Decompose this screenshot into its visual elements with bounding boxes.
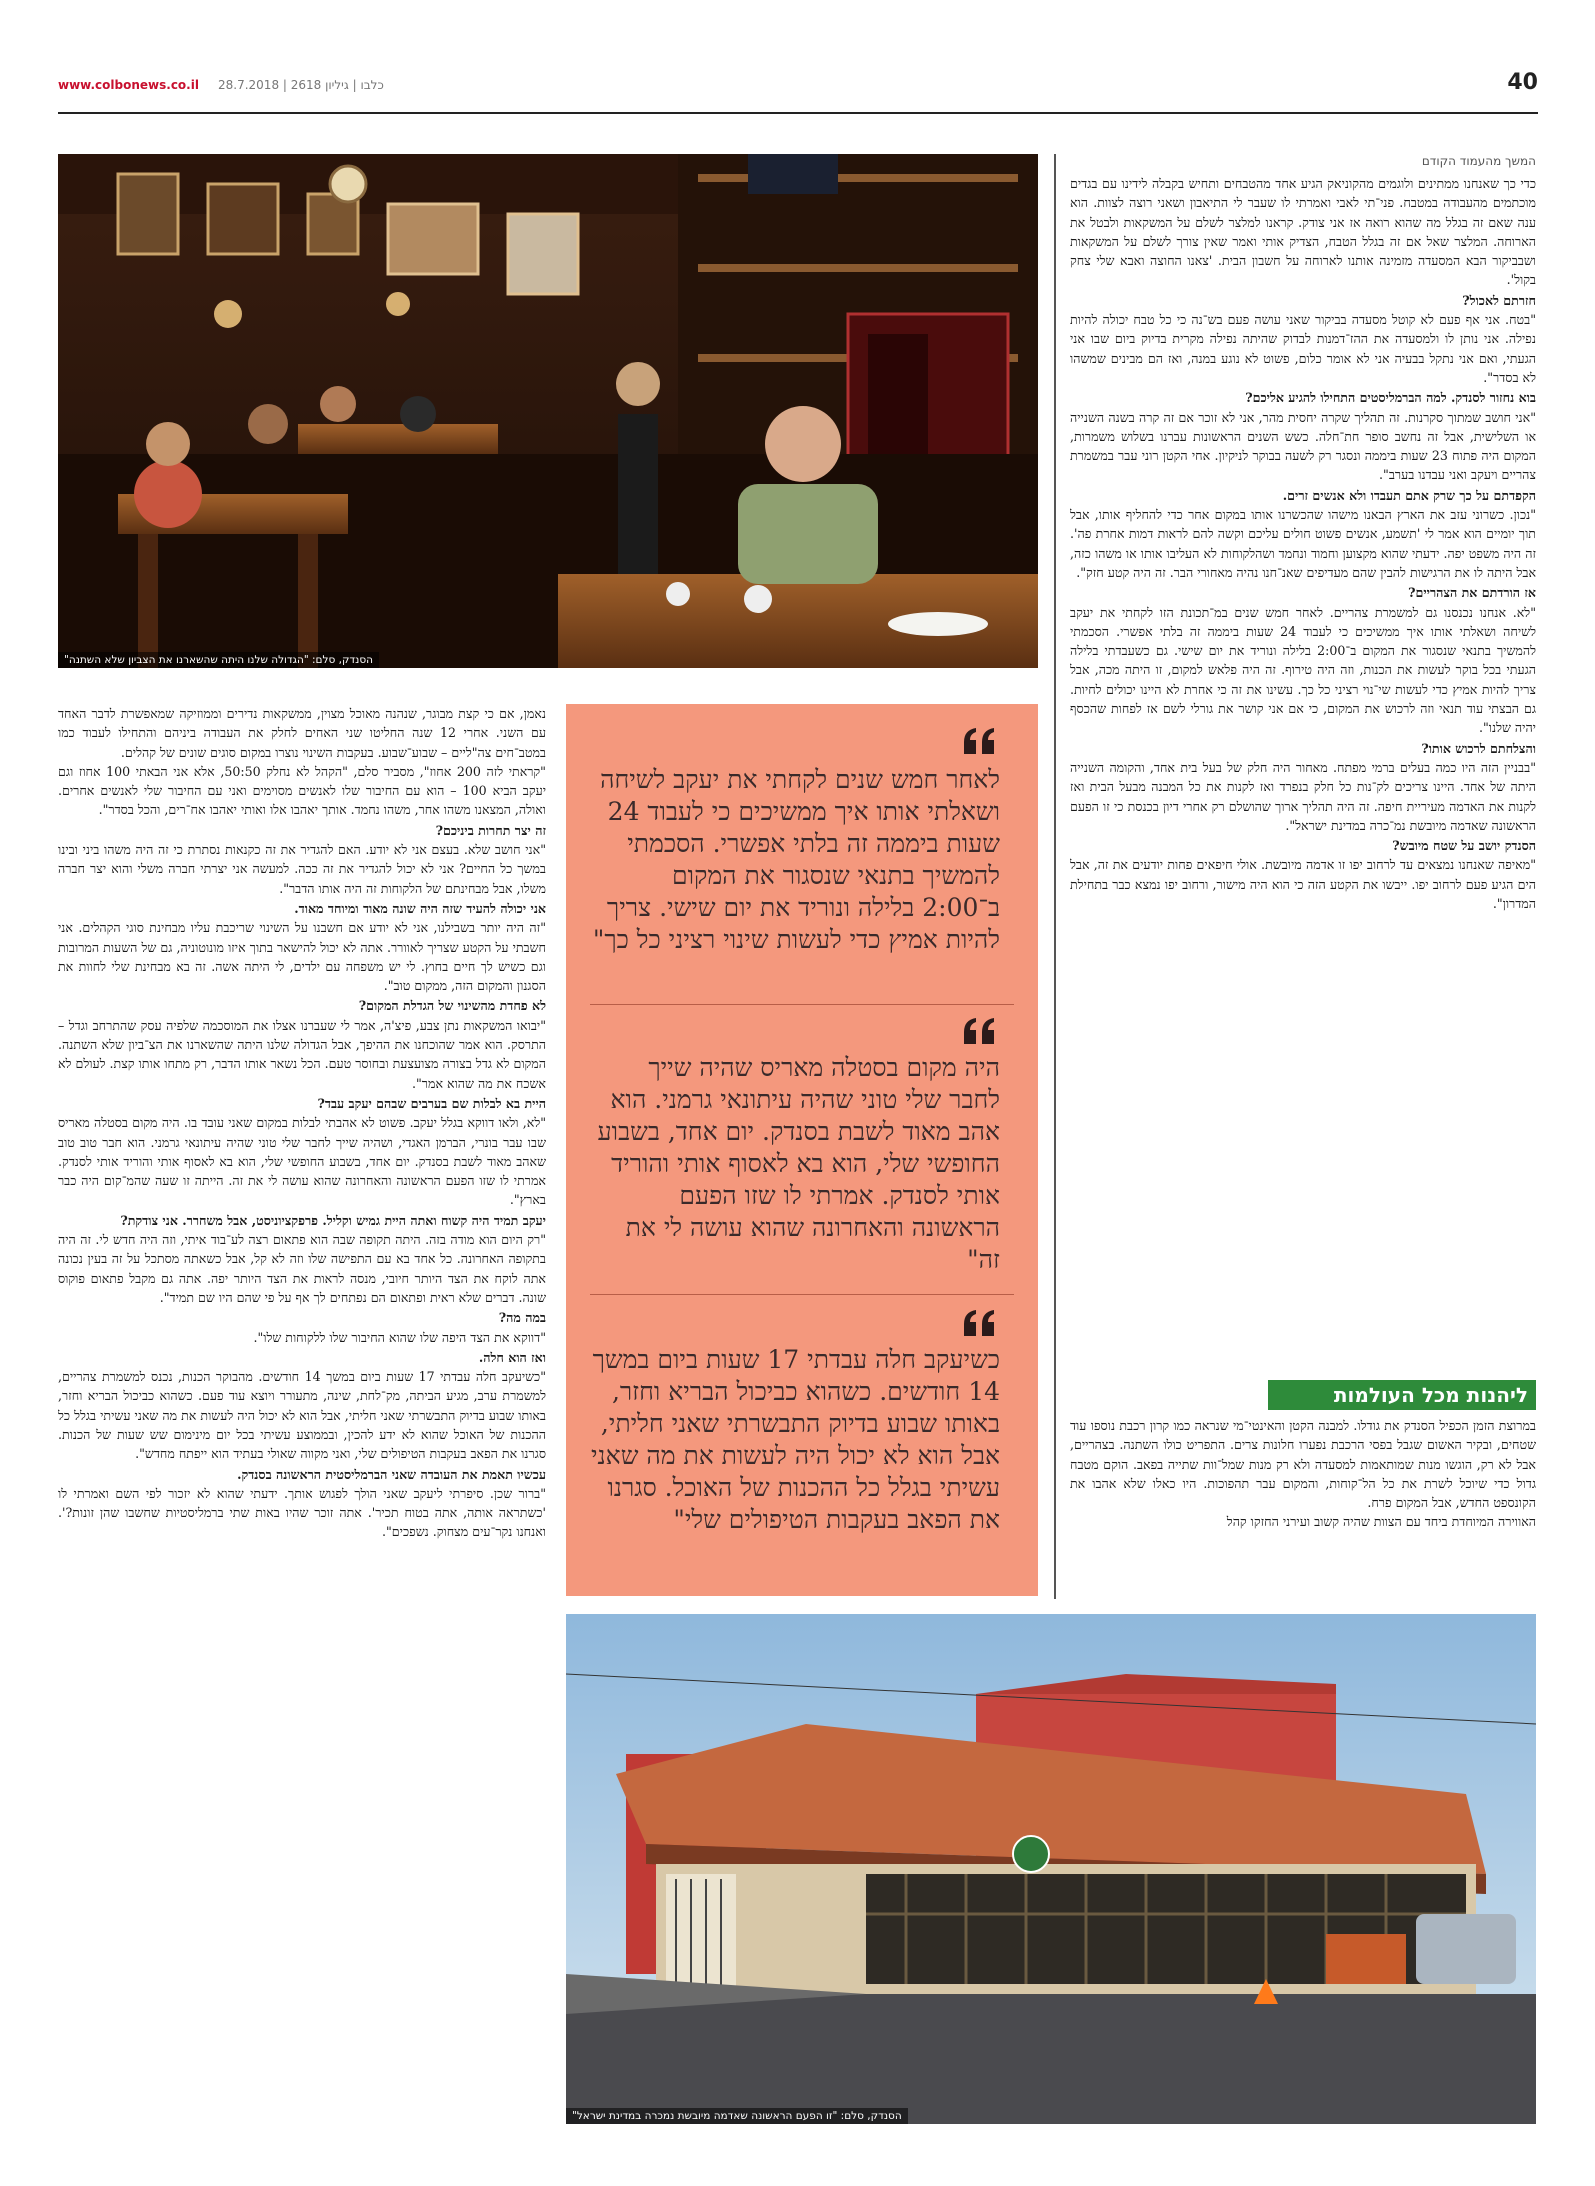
paragraph: "ברור שכן. סיפרתי ליעקב שאני הולך לפגוש אותך. ידעתי שהוא לא יזכור לפי השם ואמרתי לו 'כשתראה אותה, אתה בטוח תכיר'. אתה זוכר שהיו באות שתי ברמליסטיות שחשבו שהן זונות?'. ואנחנו נקר־עים מצחוק. נשפכים". <box>58 1485 546 1540</box>
paragraph: "יבואו המשקאות נתן צבע, פיצ'ה, אמר לי שעברנו אצלו את המוסכמה שלפיה עסק שהתרחב וגדל – התרסק. הוא אמר שהוכחנו את ההיפך, אבל הגדולה שלנו היתה שהשארנו את הצ־ביון שלא השתנה. המקום לא גדל בצורה מצועצעת ובחוסר טעם. הכל נשאר אותו הדבר, רק מתחו אותו קצת. לעולם לא אשכח את מה שהוא אמר". <box>58 1017 546 1091</box>
interview-question: זה יצר תחרות ביניכם? <box>435 822 546 838</box>
paragraph: האווירה המיוחדת ביחד עם הצוות שהיה קשוב ועירני החזקו קהל <box>1226 1514 1536 1530</box>
interview-question: אז הורדתם את הצהריים? <box>1408 585 1536 601</box>
col-left-content <box>58 704 546 1542</box>
pull-quote-1: לאחר חמש שנים לקחתי את יעקב לשיחה ושאלתי אותו איך ממשיכים כי לעבוד 24 שעות ביממה זה בלתי אפשרי. הסכמתי להמשיך בתנאי שנסגור את המקום ב־2:00 בלילה ונוריד את יום שישי. צריך להיות אמיץ כדי לעשות שינוי רציני כל כך" <box>592 765 1000 954</box>
interview-question: בוא נחזור לסנדק. למה הברמליסטים התחילו להגיע אליכם? <box>1245 390 1536 406</box>
bottom-photo-caption: הסנדק, סלם: "זו הפעם הראשונה שאדמה מיובשת נמכרה במדינת ישראל" <box>566 2108 908 2124</box>
interview-question: ואז הוא חלה. <box>478 1349 546 1365</box>
interview-question: והצלחתם לרכוש אותו? <box>1421 740 1536 756</box>
paragraph: "מאיפה שאנחנו נמצאים עד לרחוב יפו זו אדמה מיובשת. אולי חיפאים פחות יודעים את זה, אבל הים הגיע פעם לרחוב יפו. ייבשו את הקטע הזה כי הוא היה מישור, ורחוב יפו נמצא כבר בתחילת המדרון". <box>1070 857 1536 911</box>
col-right-content <box>1070 174 1536 913</box>
issue-info: כלבו | גיליון 2618 | 28.7.2018 <box>218 78 384 92</box>
quote-mark-icon <box>962 1308 996 1338</box>
pull-quote-3: כשיעקב חלה עבדתי 17 שעות ביום במשך 14 חודשים. כשהוא כביכול הבריא וחזר, באותו שבוע בדיוק התבשרתי שאני חליתי, אבל הוא לא יכול היה לעשות את מה שאני עשיתי בגלל כל ההכנות של האוכל. סגרנו את הפאב בעקבות הטיפולים שלי" <box>591 1345 1000 1534</box>
interview-question: הקפדתם על כך שרק אתם תעבדו ולא אנשים זרים. <box>1282 487 1536 503</box>
paragraph: כדי כך שאנחנו ממתינים ולוגמים מהקוניאק הגיע אחד מהטבחים ותחיש בקבלה לידינו עם בגדים מוכתמים מהעבודה במטבח. פני־תי לאבי ואמרתי לו שעבר לי התיאבון ושאני רוצה לצוות. הוא ענה שאם זה בגלל מה שהוא רואה אז אני צודק. קראנו למלצר לשלם על המשקאות ולבטל את הארוחה. המלצר שאל אם זה בגלל הטבח, הצדיק אותי ואמר שאין צורך לשלם על המשקאות ושבביקור הבא המסעדה מזמינה אותנו לארוחה על חשבון הבית. 'צאנו החוצה ואבא שלי צחק בקול'. <box>1070 176 1536 288</box>
paragraph: "זה היה יותר בשבילנו, אני לא יודע אם חשבנו על השינוי שריכבת עליו מבחינת סוגי הקהלים. אני חשבתי על הקטע שצריך לאוורר. אתה לא יכול להישאר בתוך איזו מונוטוניה, גם של השעות המרובות וגם כשיש לך חיים בחוץ. לי יש משפחה עם ילדים, לי היתה אשה. זה בא מבחינת שלי לחוות את הסגנון והמקום הזה, ממקום טוב". <box>58 920 546 994</box>
interview-question: עכשיו תאמת את העובדה שאני הברמליסטית הראשונה בסנדק. <box>237 1466 546 1482</box>
paragraph: "דווקא את הצד היפה שלו שהוא החיבור שלו ללקוחות שלו". <box>253 1329 546 1345</box>
interview-question: יעקב תמיד היה קשוח ואתה היית גמיש וקליל. פרפקציוניסט, אבל משחרר. אני צודקת? <box>120 1212 546 1228</box>
paragraph: "נכון. כשרוני עזב את הארץ הבאנו מישהו שהכשרנו אותו במקום אחר כדי להחליף אותו, אבל תוך יומיים הוא אמר לי 'תשמע, אנשים פשוט חולים עליכם וקשה להם לראות דמות אחרת פה'. זה היה משפט יפה. ידעתי שהוא מקצוען וחמוד ונחמד ושהלקוחות לא העליבו אותו או משהו כזה, אבל היתה לו את הרגישות להבין שהם מעדיפים שאנ־חנו נהיה מאחורי הבר. זה היה קטע חזק". <box>1070 507 1536 580</box>
paragraph: "לא, ולאו דווקא בגלל יעקב. פשוט לא אהבתי לבלות במקום שאני עובד בו. היה מקום בסטלה מאריס שבו עבר בונרי, הברמן האגדי, ושהיה שייך לחבר שלי טוני שהיה עיתונאי גרמני. הוא חבר טוב טוב שאהב מאוד לשבת בסנדק. יום אחד, בשבוע החופשי שלי, הוא בא לאסוף אותי והוריד אותי לסנדק. אמרתי לו שזו הפעם הראשונה והאחרונה שהוא עושה לי את זה. הייתה זו שעה שהמ־קום היה כבר בארץ". <box>58 1115 546 1208</box>
article-column-right-2 <box>1070 1416 1536 1602</box>
paragraph: "רק היום הוא מודה בזה. היתה תקופה שבה הוא פתאום רצה לע־בוד איתי, וזה היה חדש לי. זה היה בתקופה האחרונה. כל אחד בא עם התפישה שלו וזה לא קל, אבל כשאתה מסתכל על זה בעין נכונה אתה לוקח את הצד היותר חיובי, מנסה לראות את הצד היותר יפה. אתה גם מקבל פתאום פוקוס שונה. דברים שלא ראית ופתאום הם נפתחים לך אף על פי שהם היו שם תמיד". <box>58 1232 546 1305</box>
top-photo-caption: הסנדק, סלם: "הגדולה שלנו היתה שהשארנו את הצביון שלא השתנה" <box>58 652 379 668</box>
paragraph: "קראתי לזה 200 אחוז", מסביר סלם, "הקהל לא נחלק 50:50, אלא אני הבאתי 100 אחוז וגם יעקב הביא 100 – הוא עם החיבור שלו לאנשים מסוימים ואני עם החיבור שלי לאנשים אחרים. ואולה, המצאנו משהו אחר, משהו נחמד. אותך יאהבו אלו ואותי יאהבו אח־רים, והכל בסדר". <box>58 763 546 818</box>
pull-quote-divider <box>590 1004 1014 1005</box>
pub-exterior-illustration <box>566 1614 1536 2124</box>
paragraph: "אני חושב שלא. בעצם אני לא יודע. האם להגדיר את זה כקנאות נסתרת כי זה היה משהו ביני ובינו במשך כל החיים? אני לא יכול להגדיר את זה ככה. למעשה אני יצרתי חברה משלי והוא יצר חברה משלו, אבל מבחינתם של הלקוחות זה היה אותו הדבר". <box>58 842 546 896</box>
pull-quote-2: היה מקום בסטלה מאריס שהיה שייך לחבר שלי טוני שהיה עיתונאי גרמני. הוא אהב מאוד לשבת בסנדק. יום אחד, בשבוע החופשי שלי, הוא בא לאסוף אותי והוריד אותי לסנדק. אמרתי לו שזו הפעם הראשונה והאחרונה שהוא עושה לי את זה" <box>597 1053 1000 1274</box>
interview-question: לא פחדת מהשינוי של הגדלת המקום? <box>358 998 546 1014</box>
column-divider <box>1054 154 1056 1599</box>
header-rule <box>58 112 1538 114</box>
pull-quote-box <box>566 704 1038 1596</box>
pub-exterior-photo <box>566 1614 1536 2124</box>
section-subhead: ליהנות מכל העולמות <box>1268 1380 1536 1410</box>
col-right-2-content <box>1070 1416 1536 1532</box>
pub-interior-illustration <box>58 154 1038 668</box>
pub-interior-photo <box>58 154 1038 668</box>
interview-question: היית בא לבלות שם בערבים שבהם יעקב עבד? <box>317 1095 546 1111</box>
quote-mark-icon <box>962 726 996 756</box>
paragraph: "בבניין הזה היו כמה בעלים ברמי מפתח. מאחור היה חלק של בעל בית אחד, והקומה השנייה היתה של אחד. היינו צריכים לק־נות כל חלק בנפרד ואז לקנות את כל המבנה מבעל הבית ואז לקנות את האדמה מעיריית חיפה. זה היה תהליך ארוך שהושלם רק אחרי דיון בכנסת כי זו הפעם הראשונה שאדמה מיובשת נמ־כרה במדינת ישראל". <box>1070 759 1536 833</box>
quote-mark-icon <box>962 1016 996 1046</box>
continued-note: המשך מהעמוד הקודם <box>1421 154 1536 168</box>
article-column-left <box>58 704 546 2124</box>
paragraph: "לא. אנחנו נכנסנו גם למשמרת צהריים. לאחר חמש שנים במ־תכונת הזו לקחתי את יעקב לשיחה ושאלתי אותו איך ממשיכים כי לעבוד 24 שעות ביממה זה בלתי אפשרי. הסכמתי להמשיך בתנאי שנסגור את המקום ב־2:00 בלילה ונוריד את יום שישי. גם כשעבדתי בלילה הגעתי בכל בוקר לעשות את הכנות, וזה היה טירוף. זה היה פלאש למקום, זו היתה מכה, אבל צריך להיות אמיץ כדי לעשות שי־נוי רציני כל כך. עשינו את זה כי אחרת לא היינו יכולים לחיות. גם הבצתי עוד תנאי וזה לרכוש את המקום, כי אם אני קושר את גורלי לשם אז לפחות שהכסף יהיה שלנו". <box>1070 604 1536 736</box>
interview-question: חזרתם לאכול? <box>1462 292 1536 308</box>
paragraph: "אני חושב שמתוך סקרנות. זה תהליך שקרה יחסית מהר, אני לא זוכר אם זה קרה בשנה השנייה או השלישית, אבל זה נחשב סופר חת־חלה. כשש השנים הראשונות עברנו בשלוש משמרות, המקום היה פתוח 23 שעות ביממה ונסגר רק לשעה בבוקר לניקיון. אחי הקטן רוני עבר במשמרת צהריים ויעקב ואני עבדנו בערב". <box>1070 409 1536 483</box>
interview-question: במה מה? <box>498 1310 546 1326</box>
paragraph: "כשיעקב חלה עבדתי 17 שעות ביום במשך 14 חודשים. מהבוקר הכנות, נכנס למשמרת צהריים, למשמרת ערב, מגיע הביתה, מק־לחת, שינה, מתעורר ויוצא עוד פעם. כשהוא כביכול הבריא וחזר, באותו שבוע בדיוק התבשרתי שאני חליתי, אבל הוא לא יכול היה לעשות את מה שאני עשיתי בגלל כל ההכנות של האוכל שהוא לא ידע להכין, ובממוצע עשיתי בכל יום מינימום שש שעות של הכנות. סגרנו את הפאב בעקבות הטיפולים שלי, ואני מקווה שאולי בעתיד הוא ייפתח מחדש". <box>58 1369 546 1462</box>
interview-question: הסנדק יושב על שטח מיובש? <box>1392 838 1536 854</box>
pull-quote-divider <box>590 1294 1014 1295</box>
site-url[interactable]: www.colbonews.co.il <box>58 78 199 92</box>
paragraph: "בטח. אני אף פעם לא קוטל מסעדה בביקור שאני עושה פעם בש־נה כי כל טבח יכולה להיות נפילה. אני נותן לו ולמסעדה את ההז־דמנות לבדוק שהיתה נפילה מקרית בדיוק ביום שבו אני הגעתי, ואם אני נתקל בבעיה אני לא אומר כלום, פשוט לא נוגע במנה, ואז הם מבינים שמשהו לא בסדר". <box>1070 312 1536 385</box>
article-column-right <box>1070 174 1536 1372</box>
page-number: 40 <box>1507 70 1538 95</box>
paragraph: נאמן, אם כי קצת מבוגר, שנהנה מאוכל מצוין, ממשקאות נדירים וממוזיקה שמאפשרת לדבר האחד עם השני. אחרי 12 שנה החליטו שני האחים לחלק את העבודה ביניהם והתחילו לעבוד כמו במטב־חים צה"ליים – שבוע־שבוע. בעקבות השינוי נוצרו במקום סוגים שונים של קהלים. <box>58 706 546 760</box>
paragraph: במרוצת הזמן הכפיל הסנדק את גודלו. למבנה הקטן והאינטי־מי שנראה כמו קרון רכבת נוספו עוד שטחים, ובקיר האשום שגבל בפסי הרכבת נפערו חלונות צרים. התפריט כולו השתנה. בצהריים, אבל לא רק, הוגשו מנות שמותאמות למסעדה ולא רק מנות שמל־וות שתייה בפאב. הוקם מטבח גדול כדי שיוכל לשרת את כל הל־קוחות, והמקום עבר תהפוכות. היו כאלו שלא אהבו את הקונספט החדש, אבל המקום פרח. <box>1070 1418 1536 1511</box>
interview-question: אני יכולה להעיד שזה היה שונה מאוד ומיוחד מאוד. <box>294 900 546 916</box>
